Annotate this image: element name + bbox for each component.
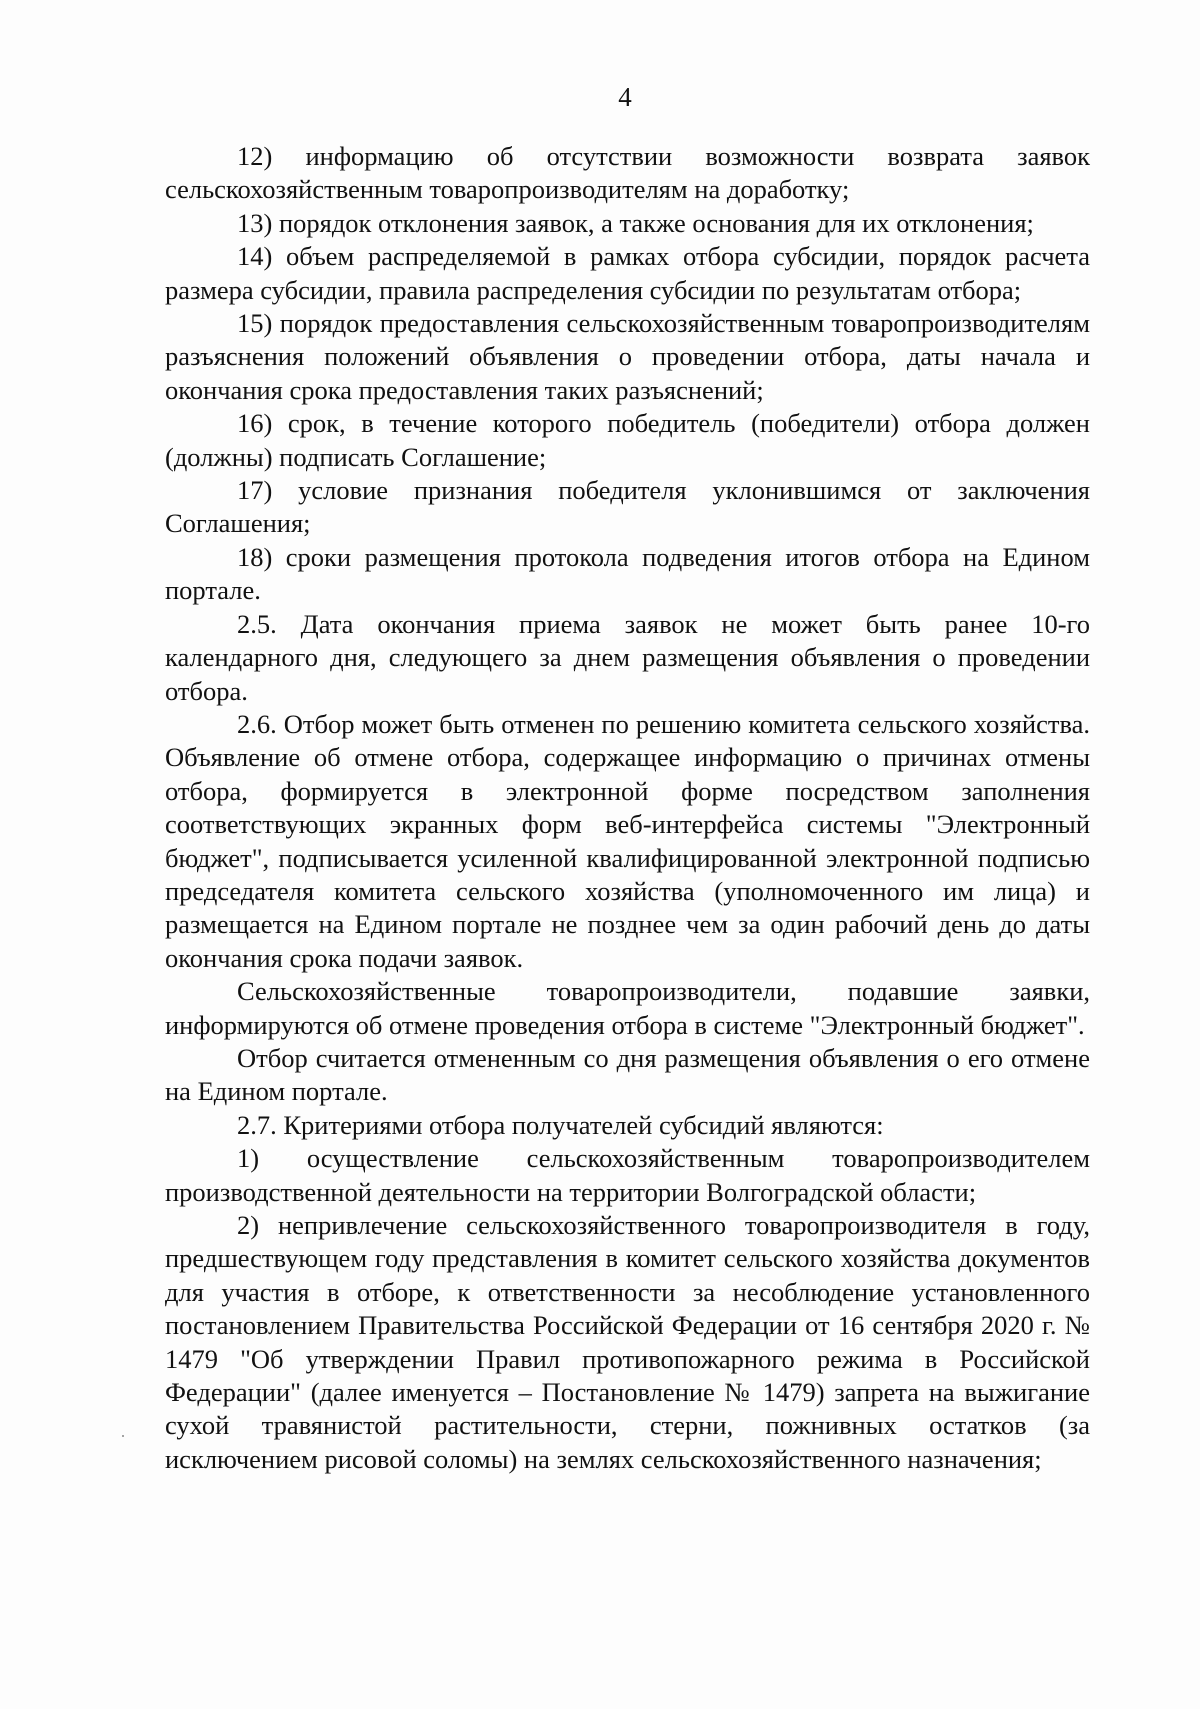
paragraph-criterion-1: 1) осуществление сельскохозяйственным товаропроизводителем производственной деятельности на территории Волгоградской области; [165,1143,1090,1207]
paragraph-item-15: 15) порядок предоставления сельскохозяйственным товаропроизводителям разъяснения положений объявления о проведении отбора, даты начала и окончания срока предоставления таких разъяснений; [165,308,1090,405]
paragraph-item-18: 18) сроки размещения протокола подведения итогов отбора на Едином портале. [165,541,1090,606]
paragraph-section-2-6: 2.6. Отбор может быть отменен по решению комитета сельского хозяйства. Объявление об отмене отбора, содержащее информацию о причинах отмены отбора, формируется в электронной форме посредством заполнения соответствующих экранных форм веб-интерфейса системы "Электронный бюджет", подписывается усиленной квалифицированной электронной подписью председателя комитета сельского хозяйства (уполномоченного им лица) и размещается на Едином портале не позднее чем за один рабочий день до даты окончания срока подачи заявок. [165,708,1090,973]
paragraph-criterion-2: 2) непривлечение сельскохозяйственного товаропроизводителя в году, предшествующем году представления в комитет сельского хозяйства документов для участия в отборе, к ответственности за несоблюдение установленного постановлением Правительства Российской Федерации от 16 сентября 2020 г. № 1479 "Об утверждении Правил противопожарного режима в Российской Федерации" (далее именуется – Постановление № 1479) запрета на выжигание сухой травянистой растительности, стерни, пожнивных остатков (за исключением рисовой соломы) на землях сельскохозяйственного назначения; [165,1210,1090,1474]
paragraph-cancellation: Отбор считается отмененным со дня размещения объявления о его отмене на Едином портале. [165,1042,1090,1107]
paragraph-section-2-5: 2.5. Дата окончания приема заявок не может быть ранее 10-го календарного дня, следующего за днем размещения объявления о проведении отбора. [165,608,1090,706]
scan-speck [122,1435,124,1437]
paragraph-item-12: 12) информацию об отсутствии возможности возврата заявок сельскохозяйственным товаропроизводителям на доработку; [165,141,1090,205]
document-body [165,140,1090,1476]
paragraph-item-14: 14) объем распределяемой в рамках отбора субсидии, порядок расчета размера субсидии, правила распределения субсидии по результатам отбора; [165,241,1090,305]
paragraph-notification: Сельскохозяйственные товаропроизводители, подавшие заявки, информируются об отмене проведения отбора в системе "Электронный бюджет". [165,976,1090,1040]
paragraph-item-16: 16) срок, в течение которого победитель (победители) отбора должен (должны) подписать Соглашение; [165,408,1090,472]
paragraph-item-13: 13) порядок отклонения заявок, а также основания для их отклонения; [237,207,1034,238]
paragraph-section-2-7: 2.7. Критериями отбора получателей субсидий являются: [237,1109,884,1140]
paragraph-item-17: 17) условие признания победителя уклонившимся от заключения Соглашения; [165,475,1090,539]
page-number: 4 [618,82,632,112]
